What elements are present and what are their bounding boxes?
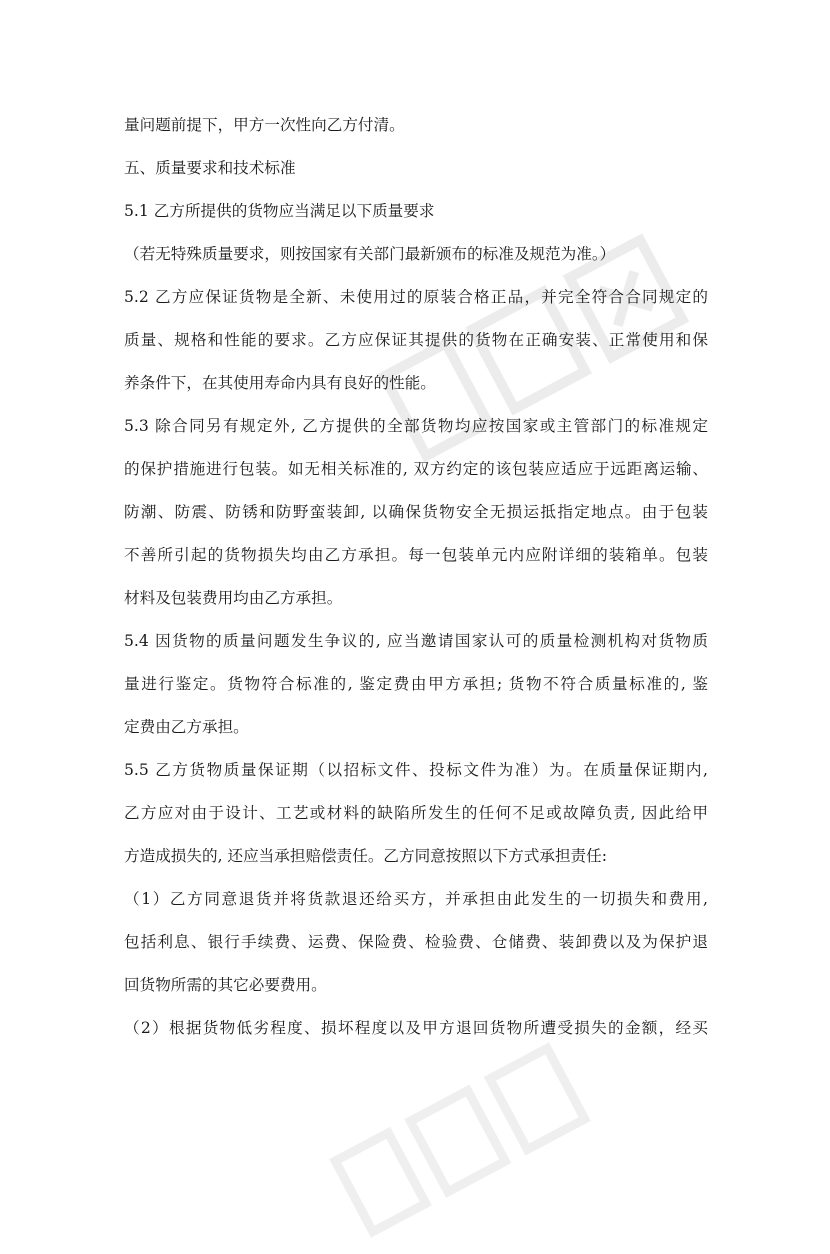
clause-5-4-line-2: 量进行鉴定。货物符合标准的, 鉴定费由甲方承担; 货物不符合质量标准的, 鉴 [124, 675, 708, 693]
clause-5-2-line-1: 5.2 乙方应保证货物是全新、未使用过的原装合格正品，并完全符合合同规定的 [124, 288, 708, 306]
clause-5-5-line-2: 乙方应对由于设计、工艺或材料的缺陷所发生的任何不足或故障负责, 因此给甲 [124, 804, 708, 822]
clause-5-3-line-1: 5.3 除合同另有规定外, 乙方提供的全部货物均应按国家或主管部门的标准规定 [124, 417, 708, 435]
watermark-logo-bottom [317, 1026, 603, 1254]
document-body [124, 110, 708, 1044]
clause-5-3-line-3: 防潮、防震、防锈和防野蛮装卸, 以确保货物安全无损运抵指定地点。由于包装 [124, 503, 708, 521]
item-2-line-1: （2）根据货物低劣程度、损坏程度以及甲方退回货物所遭受损失的金额，经买 [124, 1019, 708, 1037]
clause-5-3-line-4: 不善所引起的货物损失均由乙方承担。每一包装单元内应附详细的装箱单。包装 [124, 546, 708, 564]
clause-5-1-note: （若无特殊质量要求，则按国家有关部门最新颁布的标准及规范为准。） [124, 245, 616, 263]
clause-5-3-line-5: 材料及包装费用均由乙方承担。 [124, 589, 343, 607]
clause-5-2-line-3: 养条件下，在其使用寿命内具有良好的性能。 [124, 374, 436, 392]
clause-5-1: 5.1 乙方所提供的货物应当满足以下质量要求 [124, 202, 435, 220]
item-1-line-3: 回货物所需的其它必要费用。 [124, 976, 327, 994]
clause-5-5-line-3: 方造成损失的, 还应当承担赔偿责任。乙方同意按照以下方式承担责任: [124, 847, 607, 865]
section-heading: 五、质量要求和技术标准 [124, 159, 296, 177]
clause-5-4-line-1: 5.4 因货物的质量问题发生争议的, 应当邀请国家认可的质量检测机构对货物质 [124, 632, 708, 650]
item-1-line-2: 包括利息、银行手续费、运费、保险费、检验费、仓储费、装卸费以及为保护退 [124, 933, 708, 951]
text-line: 量问题前提下，甲方一次性向乙方付清。 [124, 116, 405, 134]
item-1-line-1: （1）乙方同意退货并将货款退还给买方，并承担由此发生的一切损失和费用, [124, 890, 708, 908]
clause-5-5-line-1: 5.5 乙方货物质量保证期（以招标文件、投标文件为准）为。在质量保证期内, [124, 761, 708, 779]
clause-5-4-line-3: 定费由乙方承担。 [124, 718, 249, 736]
clause-5-3-line-2: 的保护措施进行包装。如无相关标准的, 双方约定的该包装应适应于远距离运输、 [124, 460, 708, 478]
clause-5-2-line-2: 质量、规格和性能的要求。乙方应保证其提供的货物在正确安装、正常使用和保 [124, 331, 708, 349]
